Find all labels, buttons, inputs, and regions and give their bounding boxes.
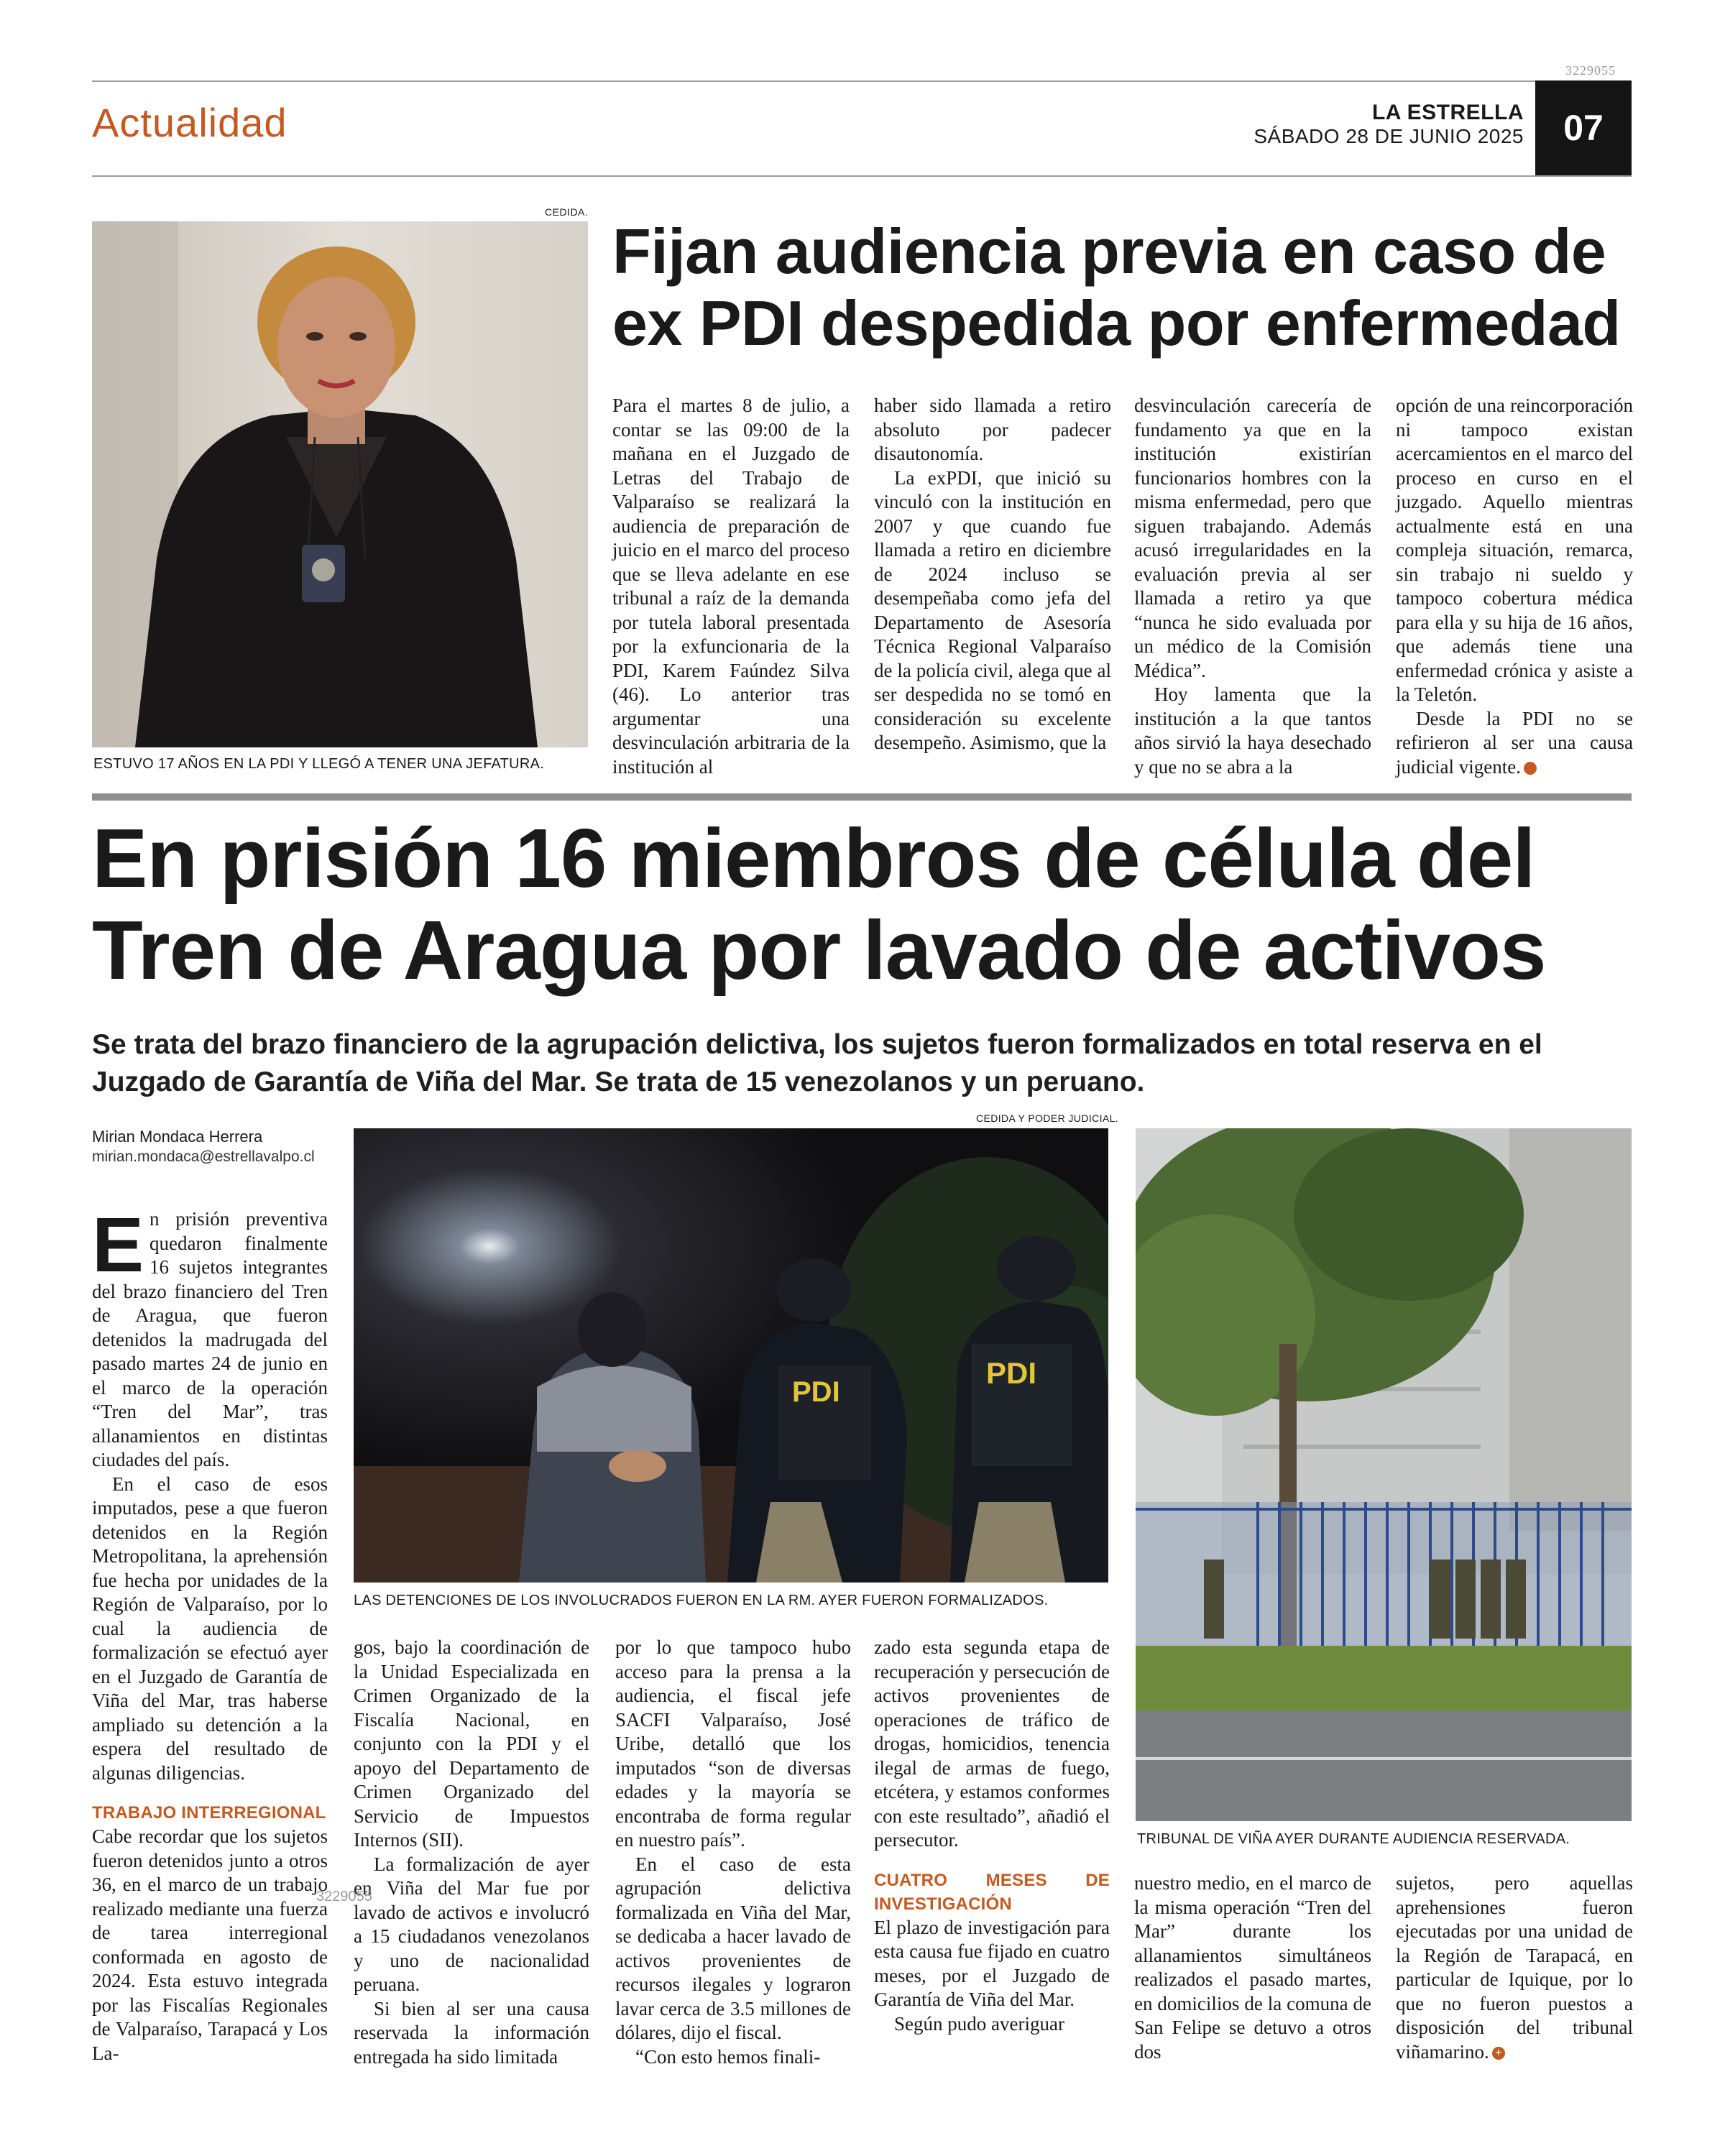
paragraph: “Con esto hemos finali- [635,2045,821,2068]
paragraph: Si bien al ser una causa reservada la información entregada ha sido limitada [354,1997,589,2068]
watermark: 3229055 [316,1889,372,1904]
arrest-night-photo [354,1128,1108,1583]
author-name: Mirian Mondaca Herrera [92,1128,263,1146]
photo-credit: CEDIDA Y PODER JUDICIAL. [976,1112,1119,1124]
paragraph: El plazo de investigación para esta causa fue fijado en cuatro meses, por el Juzgado de Garantía de Viña del Mar. [874,1916,1110,2010]
drop-cap: E [92,1201,144,1288]
paragraph: n prisión preventiva quedaron finalmente 16 sujetos integrantes del brazo financiero del Tren de Aragua, que fueron detenidos la madrugada del pasado martes 24 de junio en el marco de la operación “Tren del Mar”, tras allanamientos en distintas ciudades del país. [92,1208,328,1470]
article-deck: Se trata del brazo financiero de la agrupación delictiva, los sujetos fueron formalizados en total reserva en el Juzgado de Garantía de Viña del Mar. Se trata de 15 venezolanos y un peruano. [92,1029,1542,1097]
page-number: 07 [1535,80,1632,175]
article-column [612,394,850,779]
paragraph: En el caso de esos imputados, pese a que fueron detenidos en la Región Metropolitana, la aprehensión fue hecha por unidades de la Región de Valparaíso, por lo cual la audiencia de formalización se efectuó ayer en el Juzgado de Garantía de Viña del Mar, tras haberse ampliado su detención a la espera del resultado de algunas diligencias. [92,1473,328,1784]
author-email: mirian.mondaca@estrellavalpo.cl [92,1148,315,1165]
byline [92,1127,315,1167]
paragraph: sujetos, pero aquellas aprehensiones fueron ejecutadas por una unidad de la Región de Tarapacá, en particular de Iquique, por lo que no fueron puestos a disposición del tribunal viñamarino. [1396,1872,1633,2063]
photo-caption: LAS DETENCIONES DE LOS INVOLUCRADOS FUERON EN LA RM. AYER FUERON FORMALIZADOS. [354,1593,1049,1608]
paragraph: La exPDI, que inició su vinculó con la institución en 2007 y que cuando fue llamada a retiro en diciembre de 2024 incluso se desempeñaba como jefa del Departamento de Asesoría Técnica Regional Valparaíso de la policía civil, alega que al ser despedida no se tomó en consideración su excelente desempeño. Asimismo, que la [874,466,1111,753]
article-column [1396,394,1633,779]
article-divider [92,793,1632,801]
subheading: CUATRO MESES DE INVESTIGACIÓN [874,1870,1110,1914]
page-stamp: 3229055 [1565,63,1616,78]
paragraph: desvinculación carecería de fundamento ya que en la institución existirían funcionarios hombres con la misma enfermedad, pero que siguen trabajando. Además acusó irregularidades en la evaluación previa al ser llamada a retiro ya que “nunca he sido evaluada por un médico de la Comisión Médica”. [1134,395,1371,681]
paragraph: En el caso de esta agrupación delictiva formalizada en Viña del Mar, se dedicaba a hacer lavado de activos provenientes de recursos ilegales y lograron lavar cerca de 3.5 millones de dólares, dijo el fiscal. [615,1853,851,2043]
paragraph: nuestro medio, en el marco de la misma operación “Tren del Mar” durante los allanamientos simultáneos realizados el pasado martes, en domicilios de la comuna de San Felipe se detuvo a otros dos [1134,1872,1371,2063]
article-headline: Fijan audiencia previa en caso de ex PDI despedida por enfermedad [612,216,1621,359]
paragraph: por lo que tampoco hubo acceso para la prensa a la audiencia, el fiscal jefe SACFI Valparaíso, José Uribe, detalló que los imputados “son de diversas edades y la mayoría se encontraba de forma regular en nuestro país”. [615,1636,851,1851]
article-column [615,1636,851,2069]
issue-date: SÁBADO 28 DE JUNIO 2025 [1254,125,1524,147]
main-headline: En prisión 16 miembros de célula del Tren de Aragua por lavado de activos [92,811,1546,997]
woman-portrait-photo [92,221,588,747]
article-column [1134,394,1371,779]
subheading: TRABAJO INTERREGIONAL [92,1803,326,1823]
article-column [92,1201,328,2065]
paragraph: Desde la PDI no se refirieron al ser una causa judicial vigente. [1396,707,1633,778]
article-column [354,1636,589,2069]
paragraph: Hoy lamenta que la institución a la que tantos años sirvió la haya desechado y que no se abra a la [1134,683,1371,778]
paragraph: opción de una reincorporación ni tampoco existan acercamientos en el marco del proceso en curso en el juzgado. Aquello mientras actualmente está en una compleja situación, remarca, sin trabajo ni sueldo y tampoco cobertura médica para ella y su hija de 16 años, que además tiene una enfermedad crónica y asiste a la Teletón. [1396,395,1633,705]
paragraph: gos, bajo la coordinación de la Unidad Especializada en Crimen Organizado de la Fiscalía Nacional, en conjunto con la PDI y el apoyo del Departamento de Crimen Organizado del Servicio de Impuestos Internos (SII). [354,1636,589,1851]
paragraph: Cabe recordar que los sujetos fueron detenidos junto a otros 36, en el marco de un trabajo realizado mediante una fuerza de tarea interregional conformada en agosto de 2024. Esta estuvo integrada por las Fiscalías Regionales de Valparaíso, Tarapacá y Los La- [92,1825,328,2064]
top-rule [92,80,1632,82]
end-of-article-icon: + [1492,2047,1505,2060]
svg-text:PDI: PDI [986,1356,1037,1390]
courthouse-photo [1136,1128,1632,1821]
end-of-article-icon: + [1524,762,1537,775]
article-column [874,394,1111,755]
photo-caption: ESTUVO 17 AÑOS EN LA PDI Y LLEGÓ A TENER UNA JEFATURA. [93,756,545,772]
paragraph: zado esta segunda etapa de recuperación y persecución de activos provenientes de operaciones de tráfico de drogas, homicidios, tenencia ilegal de armas de fuego, etcétera, y estamos conformes con este resultado”, añadió el persecutor. [874,1636,1110,1851]
photo-caption: TRIBUNAL DE VIÑA AYER DURANTE AUDIENCIA RESERVADA. [1137,1831,1570,1847]
paragraph: Para el martes 8 de julio, a contar se las 09:00 de la mañana en el Juzgado de Letras del Trabajo de Valparaíso se realizará la audiencia de preparación de juicio en el marco del proceso que se lleva adelante en ese tribunal a raíz de la demanda por tutela laboral presentada por la exfuncionaria de la PDI, Karem Faúndez Silva (46). Lo anterior tras argumentar una desvinculación arbitraria de la institución al [612,395,850,778]
svg-text:PDI: PDI [792,1376,840,1408]
photo-credit: CEDIDA. [545,206,589,218]
section-title: Actualidad [92,100,288,145]
paragraph: La formalización de ayer en Viña del Mar fue por lavado de activos e involucró a 15 ciudadanos venezolanos y uno de nacionalidad peruana. [354,1853,589,1995]
header-rule [92,175,1632,177]
article-column [1134,1871,1371,2064]
article-column [874,1636,1110,2036]
paragraph: Según pudo averiguar [894,2012,1064,2035]
newspaper-name: LA ESTRELLA [1371,101,1524,124]
paragraph: haber sido llamada a retiro absoluto por padecer disautonomía. [874,395,1111,464]
masthead [1193,101,1524,148]
article-column [1396,1871,1633,2064]
